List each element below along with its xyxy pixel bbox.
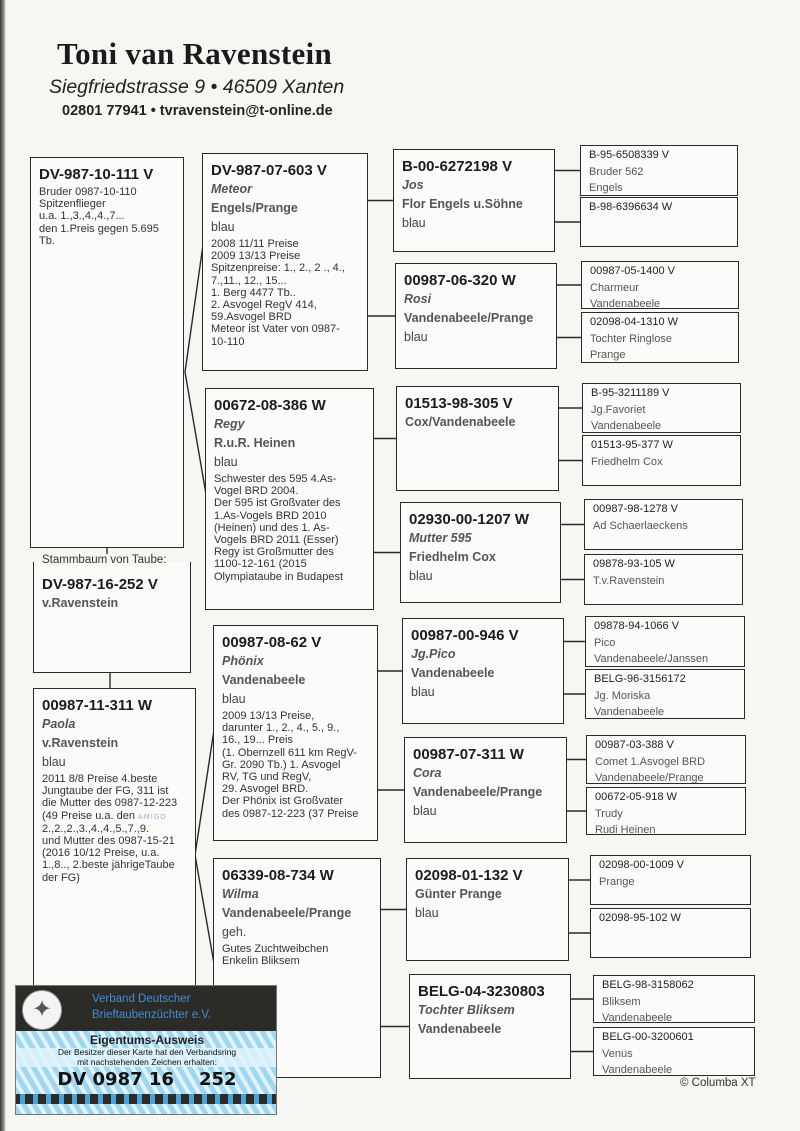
breeder: Engels/Prange bbox=[211, 201, 298, 215]
note-line: und Mutter des 0987-15-21 bbox=[42, 835, 175, 848]
card-text-line1: Der Besitzer dieser Karte hat den Verbandsring bbox=[57, 1047, 237, 1057]
note-line: 2.,2.,2.,3.,4.,4.,5.,7.,9. bbox=[42, 822, 150, 835]
card-org-line1: Verband Deutscher bbox=[92, 993, 191, 1005]
ancestor-box-gen4 bbox=[586, 787, 746, 835]
breeder-name: Toni van Ravenstein bbox=[57, 36, 333, 71]
note-line: 16., 19... Preis bbox=[222, 734, 293, 747]
great-grandparent-box bbox=[402, 618, 564, 724]
note-line: 29. Asvogel BRD. bbox=[222, 783, 309, 796]
great-grandparent-box bbox=[393, 149, 555, 252]
ancestor-box-gen4 bbox=[586, 735, 746, 784]
ring-number: 00987-06-320 W bbox=[404, 272, 516, 289]
ancestor-detail: Vandenabeele/Janssen bbox=[594, 653, 709, 665]
ancestor-box-gen4 bbox=[585, 669, 745, 719]
ancestor-box-gen4 bbox=[590, 908, 751, 958]
ancestor-detail: Prange bbox=[590, 349, 626, 361]
ring-number: 02930-00-1207 W bbox=[409, 511, 530, 528]
ring-number: 00672-08-386 W bbox=[214, 397, 326, 414]
pigeon-logo-icon: ✦ bbox=[22, 990, 62, 1030]
ancestor-box-gen4 bbox=[580, 145, 738, 196]
breeder: Vandenabeele/Prange bbox=[222, 906, 352, 920]
ancestor-detail: Prange bbox=[599, 875, 635, 888]
note-line: Olympiataube in Budapest bbox=[214, 570, 344, 583]
ring-number: 09878-93-105 W bbox=[593, 558, 675, 570]
card-organization bbox=[92, 991, 211, 1023]
ancestor-box-gen4 bbox=[580, 197, 738, 247]
note-line: die Mutter des 0987-12-223 bbox=[42, 797, 178, 810]
pigeon-name: Meteor bbox=[211, 182, 252, 196]
card-ring-number: DV 0987 16 252 bbox=[57, 1069, 237, 1090]
note-line: Gr. 2090 Tb.) 1. Asvogel bbox=[222, 758, 341, 771]
note-line: 2011 8/8 Preise 4.beste bbox=[42, 773, 158, 785]
ring-number: BELG-98-3158062 bbox=[602, 979, 694, 991]
ancestor-detail: Comet 1.Asvogel BRD bbox=[595, 755, 706, 768]
note-line: Spitzenflieger bbox=[39, 198, 106, 211]
note-line: Der Phönix ist Großvater bbox=[222, 795, 344, 808]
ring-number: 00672-05-918 W bbox=[595, 791, 677, 803]
ring-number: 02098-04-1310 W bbox=[590, 316, 679, 328]
grandparent-box bbox=[213, 625, 378, 841]
note-line: darunter 1., 2., 4., 5., 9., bbox=[222, 722, 340, 735]
ring-number: 02098-00-1009 V bbox=[599, 859, 685, 871]
note-line: Jungtaube der FG, 311 ist bbox=[42, 785, 169, 798]
ring-number: 00987-07-311 W bbox=[413, 746, 524, 763]
card-text bbox=[16, 1048, 277, 1067]
note-line: (49 Preise u.a. den bbox=[42, 809, 135, 822]
ancestor-detail: Vandenabeele/Prange bbox=[595, 772, 704, 784]
color: blau bbox=[415, 906, 439, 920]
great-grandparent-box bbox=[396, 386, 559, 491]
ancestor-box-gen4 bbox=[593, 975, 755, 1023]
ancestor-detail: Tochter Ringlose bbox=[590, 332, 672, 345]
ancestor-detail: Vandenabeele bbox=[602, 1064, 673, 1076]
note-line: Meteor ist Vater von 0987- bbox=[211, 323, 340, 336]
breeder: Cox/Vandenabeele bbox=[405, 415, 516, 429]
note-line: u.a. 1.,3.,4.,4.,7... bbox=[39, 210, 125, 223]
ring-number: BELG-04-3230803 bbox=[418, 983, 545, 1000]
pigeon-name: Rosi bbox=[404, 292, 432, 306]
great-grandparent-box bbox=[404, 737, 567, 843]
note-line: 1. Berg 4477 Tb.. bbox=[211, 286, 296, 299]
note-line: 1.,8.., 2.beste jährigeTaube bbox=[42, 859, 175, 872]
ring-number: BELG-00-3200601 bbox=[602, 1031, 694, 1043]
great-grandparent-box bbox=[395, 263, 557, 369]
note-line: Gutes Zuchtweibchen bbox=[222, 943, 329, 955]
ancestor-detail: Vandenabeele bbox=[602, 1012, 673, 1023]
great-grandparent-box bbox=[406, 858, 569, 961]
ring-number: 09878-94-1066 V bbox=[594, 620, 680, 632]
grandparent-box bbox=[202, 153, 368, 371]
color: blau bbox=[409, 569, 433, 583]
color: blau bbox=[42, 755, 66, 769]
card-org-line2: Brieftaubenzüchter e.V. bbox=[92, 1009, 212, 1021]
note-line: den 1.Preis gegen 5.695 bbox=[39, 222, 159, 235]
ring-number: BELG-96-3156172 bbox=[594, 673, 686, 685]
color: blau bbox=[211, 220, 235, 234]
ring-number: 00987-98-1278 V bbox=[593, 503, 679, 515]
color: blau bbox=[404, 330, 428, 344]
ring-number: 01513-95-377 W bbox=[591, 439, 673, 451]
ring-number: B-98-6396634 W bbox=[589, 201, 673, 213]
ancestor-detail: Engels bbox=[589, 182, 623, 194]
ownership-card bbox=[15, 985, 277, 1115]
ancestor-detail: Friedhelm Cox bbox=[591, 455, 663, 468]
note-line: (Heinen) und des 1. As- bbox=[214, 521, 330, 534]
note-line: Der 595 ist Großvater des bbox=[214, 497, 341, 510]
breeder: R.u.R. Heinen bbox=[214, 436, 296, 450]
note-line: Enkelin Bliksem bbox=[222, 955, 300, 968]
note-line: 1.As-Vogels BRD 2010 bbox=[214, 509, 327, 522]
note-line: 1100-12-161 (2015 bbox=[214, 558, 307, 571]
ancestor-detail: Vandenabeele bbox=[590, 298, 661, 309]
handwritten-note: AMIGO bbox=[137, 812, 167, 821]
copyright: © Columba XT bbox=[680, 1077, 756, 1089]
ring-number: B-00-6272198 V bbox=[402, 158, 513, 175]
ancestor-box-gen4 bbox=[581, 312, 739, 363]
subject-label: Stammbaum von Taube: bbox=[42, 554, 167, 566]
pigeon-name: Jg.Pico bbox=[411, 647, 456, 661]
breeder: Vandenabeele bbox=[411, 666, 495, 680]
note-line: Spitzenpreise: 1., 2., 2 ., 4., bbox=[211, 262, 345, 275]
note-line: 2008 11/11 Preise bbox=[211, 238, 299, 250]
pigeon-name: Phönix bbox=[222, 654, 264, 668]
ancestor-detail: Jg.Favoriet bbox=[591, 403, 646, 416]
breeder-contact: 02801 77941 • tvravenstein@t-online.de bbox=[62, 103, 333, 119]
breeder: Vandenabeele bbox=[418, 1022, 502, 1036]
breeder: Vandenabeele/Prange bbox=[404, 311, 534, 325]
ancestor-detail: Venus bbox=[602, 1047, 633, 1060]
card-heading: Eigentums-Ausweis bbox=[89, 1033, 205, 1047]
note-line: 7.,11., 12., 15... bbox=[211, 274, 287, 287]
subject-box bbox=[33, 562, 191, 673]
color: blau bbox=[214, 455, 238, 469]
connector-line bbox=[185, 245, 203, 372]
breeder: Flor Engels u.Söhne bbox=[402, 197, 523, 211]
note-line: Tb. bbox=[39, 234, 55, 247]
connector-line bbox=[185, 372, 207, 500]
card-pattern-strip bbox=[16, 1094, 277, 1104]
color: geh. bbox=[222, 925, 247, 939]
note-line: 2. Asvogel RegV 414, bbox=[211, 299, 317, 312]
ancestor-detail: Rudi Heinen bbox=[595, 824, 656, 835]
note-line: 2009 13/13 Preise, bbox=[222, 710, 315, 722]
ancestor-detail: Trudy bbox=[595, 807, 623, 820]
ring-number: B-95-3211189 V bbox=[591, 387, 670, 399]
card-text-line2: mit nachstehenden Zeichen erhalten: bbox=[77, 1056, 217, 1067]
ring-number: 06339-08-734 W bbox=[222, 867, 334, 884]
note-line: (2016 10/12 Preise, u.a. bbox=[42, 847, 160, 860]
ring-number: 00987-08-62 V bbox=[222, 634, 322, 651]
note-line: der FG) bbox=[42, 871, 80, 884]
breeder: v.Ravenstein bbox=[42, 596, 119, 610]
ancestor-box-gen4 bbox=[585, 616, 745, 667]
pigeon-name: Tochter Bliksem bbox=[418, 1003, 515, 1017]
color: blau bbox=[411, 685, 435, 699]
ancestor-detail: Bruder 562 bbox=[589, 165, 644, 178]
ancestor-box-gen4 bbox=[593, 1027, 755, 1076]
ancestor-box-gen4 bbox=[582, 435, 741, 486]
ring-number: 02098-95-102 W bbox=[599, 912, 681, 924]
color: blau bbox=[222, 692, 246, 706]
ancestor-box-gen4 bbox=[581, 261, 739, 309]
note-line: 59.Asvogel BRD bbox=[211, 311, 292, 324]
note-line: Schwester des 595 4.As- bbox=[214, 473, 337, 485]
ring-number: DV-987-07-603 V bbox=[211, 162, 327, 179]
breeder-address: Siegfriedstrasse 9 • 46509 Xanten bbox=[49, 76, 345, 98]
mother-box bbox=[33, 688, 196, 1018]
color: blau bbox=[413, 804, 437, 818]
breeder: Günter Prange bbox=[415, 887, 502, 901]
ring-number: B-95-6508339 V bbox=[589, 149, 670, 161]
note-line: 10-110 bbox=[211, 335, 245, 348]
ancestor-box-gen4 bbox=[584, 499, 743, 550]
breeder: Vandenabeele/Prange bbox=[413, 785, 543, 799]
breeder: v.Ravenstein bbox=[42, 736, 119, 750]
ancestor-box-gen4 bbox=[590, 855, 751, 905]
ancestor-detail: Charmeur bbox=[590, 281, 639, 294]
ancestor-box-gen4 bbox=[582, 383, 741, 433]
note-line: Vogels BRD 2011 (Esser) bbox=[214, 534, 339, 547]
father-box bbox=[30, 157, 184, 548]
ring-number: 02098-01-132 V bbox=[415, 867, 523, 884]
ancestor-detail: Ad Schaerlaeckens bbox=[593, 519, 688, 532]
pigeon-name: Jos bbox=[402, 178, 424, 192]
pigeon-name: Paola bbox=[42, 717, 76, 731]
note-line: des 0987-12-223 (37 Preise bbox=[222, 807, 359, 820]
card-header bbox=[16, 986, 277, 1031]
breeder: Friedhelm Cox bbox=[409, 550, 496, 564]
pigeon-name: Cora bbox=[413, 766, 442, 780]
ancestor-detail: T.v.Ravenstein bbox=[593, 574, 665, 587]
pigeon-name: Regy bbox=[214, 417, 245, 431]
breeder: Vandenabeele bbox=[222, 673, 306, 687]
ring-number: DV-987-10-111 V bbox=[39, 166, 154, 183]
great-grandparent-box bbox=[400, 502, 561, 603]
note-line: Bruder 0987-10-110 bbox=[39, 186, 137, 198]
ring-number: DV-987-16-252 V bbox=[42, 576, 158, 593]
ring-number: 00987-05-1400 V bbox=[590, 265, 676, 277]
note-line: RV, TG und RegV, bbox=[222, 771, 312, 784]
ring-number: 01513-98-305 V bbox=[405, 395, 513, 412]
ancestor-box-gen4 bbox=[584, 554, 743, 605]
ancestor-detail: Jg. Moriska bbox=[594, 689, 651, 702]
ring-number: 00987-00-946 V bbox=[411, 627, 519, 644]
pigeon-name: Mutter 595 bbox=[409, 531, 472, 545]
grandparent-box bbox=[205, 388, 374, 610]
ancestor-detail: Vandenabeele bbox=[591, 420, 662, 432]
ring-number: 00987-11-311 W bbox=[42, 697, 153, 714]
ancestor-detail: Pico bbox=[594, 636, 616, 649]
pigeon-name: Wilma bbox=[222, 887, 259, 901]
color: blau bbox=[402, 216, 426, 230]
note-line: Regy ist Großmutter des bbox=[214, 546, 334, 559]
ancestor-detail: Bliksem bbox=[602, 995, 641, 1008]
note-line: Vogel BRD 2004. bbox=[214, 485, 299, 498]
great-grandparent-box bbox=[409, 974, 571, 1079]
ancestor-detail: Vandenabeele bbox=[594, 706, 665, 718]
note-line: (1. Obernzell 611 km RegV- bbox=[222, 746, 357, 759]
connector-line bbox=[195, 730, 214, 855]
note-line: 2009 13/13 Preise bbox=[211, 250, 301, 263]
note-line-with-handwriting bbox=[42, 810, 187, 823]
ring-number: 00987-03-388 V bbox=[595, 739, 674, 751]
